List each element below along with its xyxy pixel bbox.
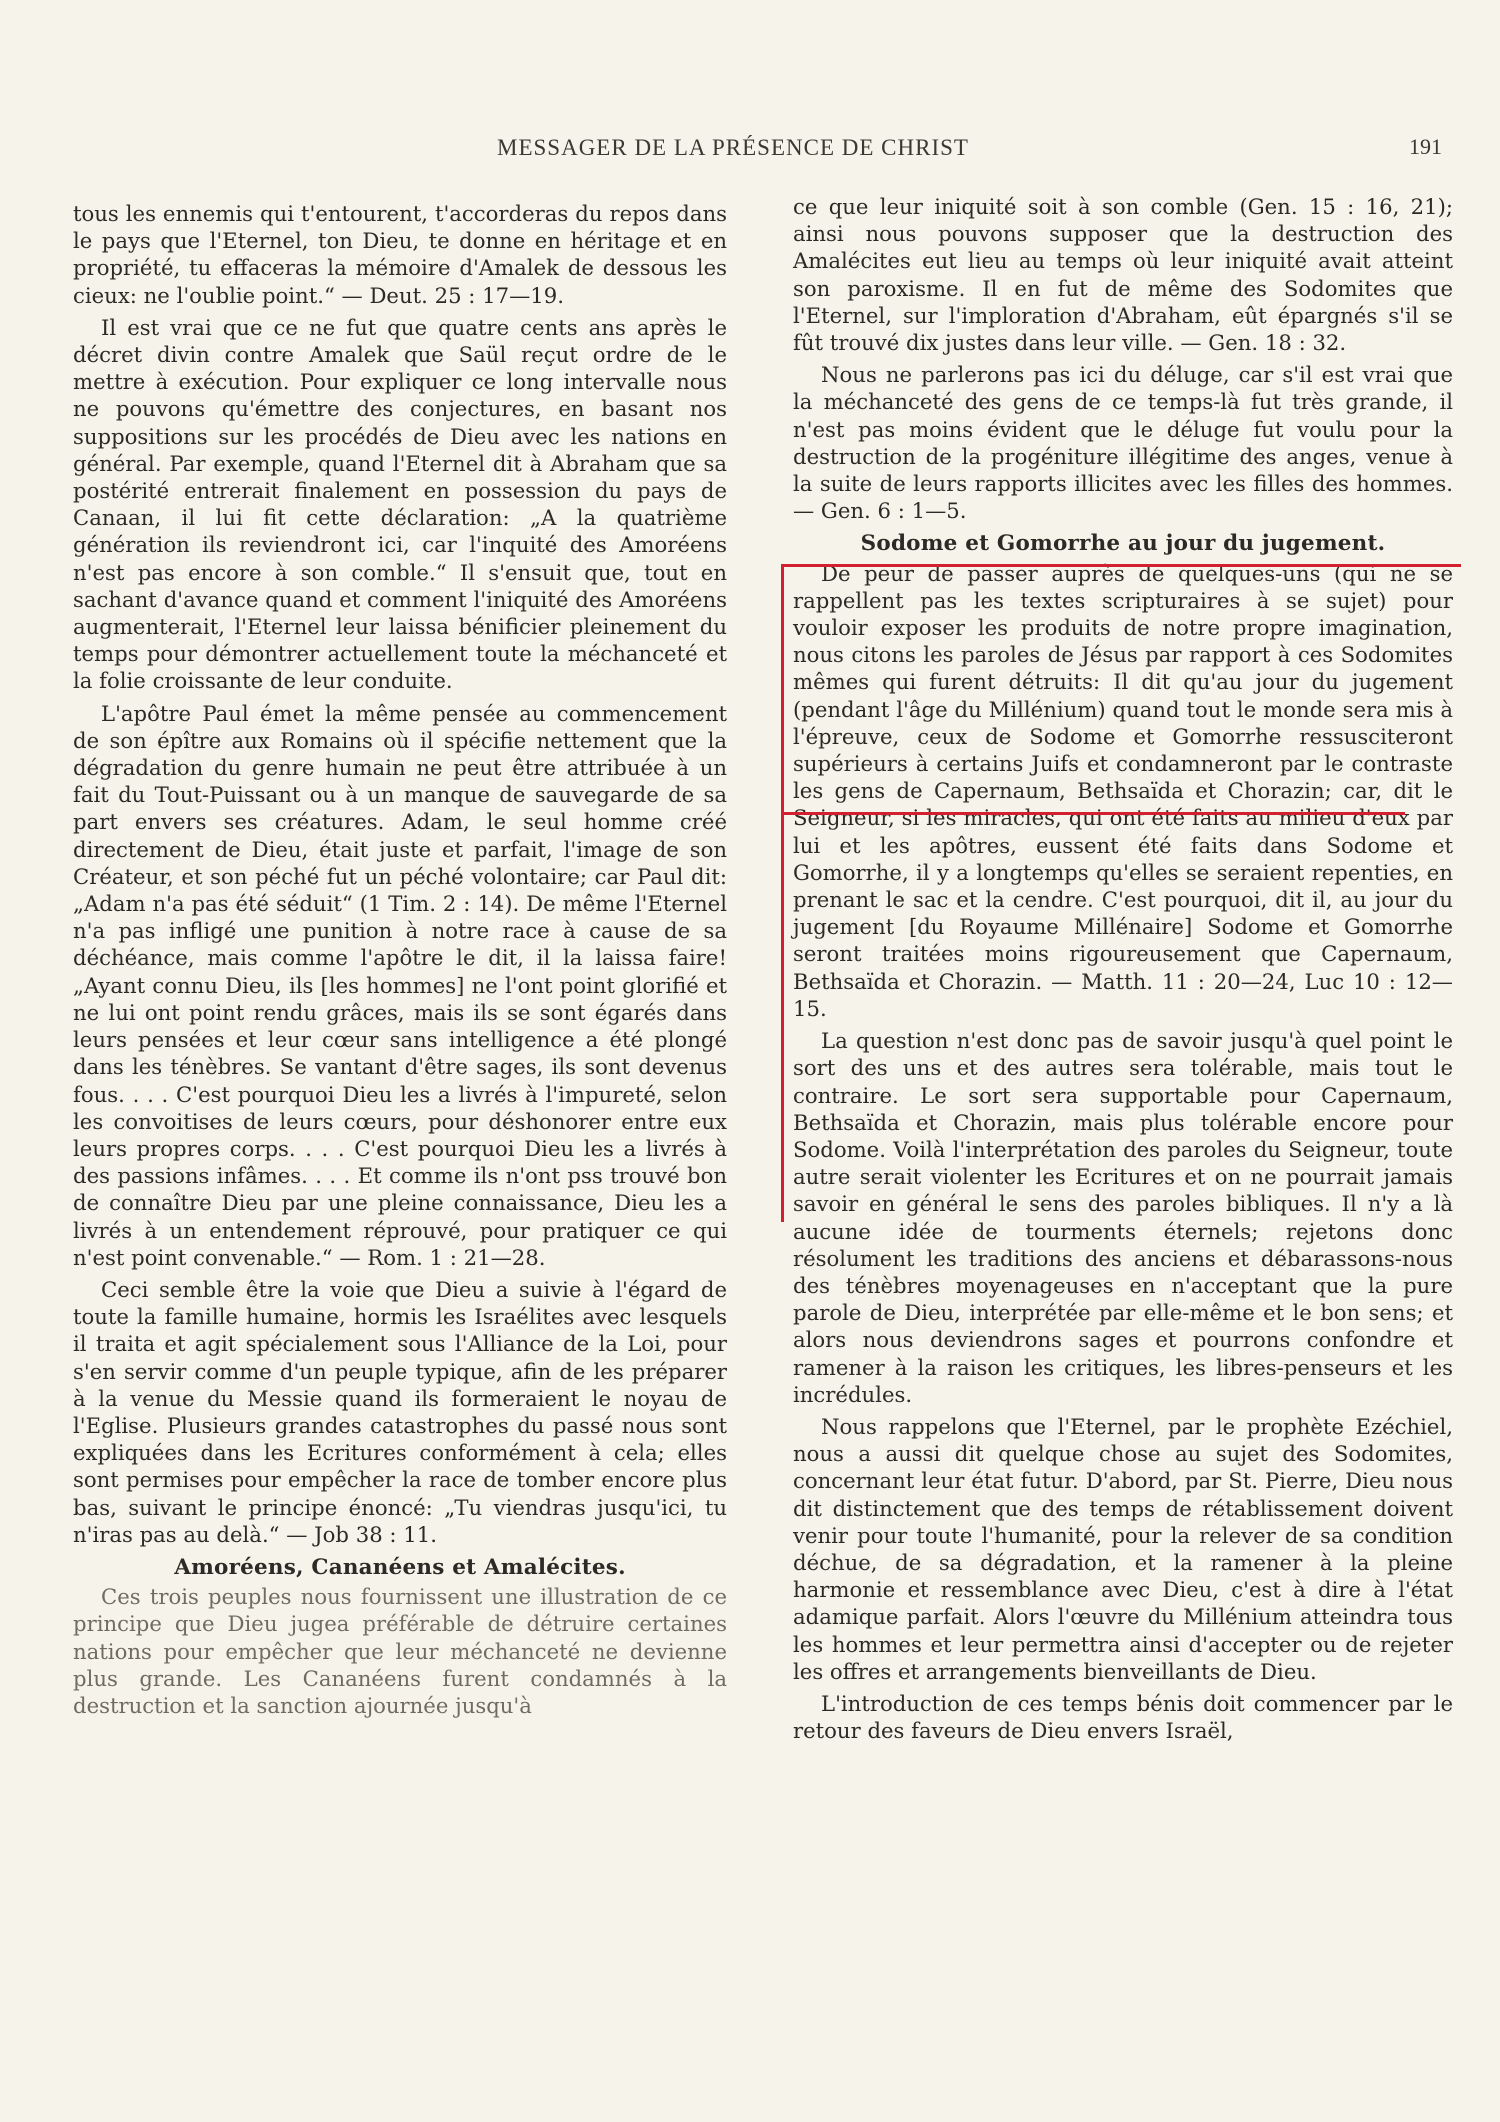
left-paragraph-1: tous les ennemis qui t'entourent, t'accorderas du repos dans le pays que l'Eternel, ton Dieu, te donne en héritage et en propriété, tu effaceras la mémoire d'Amalek de dessous les cieux: ne l'oublie point.“ — Deut. 25 : 17—19. — [73, 201, 727, 308]
right-paragraph-1: ce que leur iniquité soit à son comble (Gen. 15 : 16, 21); ainsi nous pouvons supposer que la destruction des Amalécites eut lieu au temps où leur iniquité avait atteint son paroxisme. Il en fut de même des Sodomites que l'Eternel, sur l'imploration d'Abraham, eût épargnés s'il se fût trouvé dix justes dans leur ville. — Gen. 18 : 32. — [793, 194, 1453, 356]
left-paragraph-5: Ces trois peuples nous fournissent une illustration de ce principe que Dieu jugea préférable de détruire certaines nations pour empêcher que leur méchanceté ne devienne plus grande. Les Cananéens furent condamnés à la destruction et la sanction ajournée jusqu'à — [73, 1584, 727, 1718]
right-paragraph-2: Nous ne parlerons pas ici du déluge, car s'il est vrai que la méchanceté des gens de ce temps-là fut très grande, il n'est pas moins évident que le déluge fut voulu pour la destruction de la progéniture illégitime des anges, venue à la suite de leurs rapports illicites avec les filles des hommes. — Gen. 6 : 1—5. — [793, 362, 1453, 524]
section-heading-sodome: Sodome et Gomorrhe au jour du jugement. — [860, 531, 1386, 557]
right-paragraph-6: L'introduction de ces temps bénis doit commencer par le retour des faveurs de Dieu envers Israël, — [793, 1690, 1453, 1744]
left-paragraph-2: Il est vrai que ce ne fut que quatre cents ans après le décret divin contre Amalek que Saül reçut ordre de le mettre à exécution. Pour expliquer ce long intervalle nous ne pouvons qu'émettre des conjectures, en basant nos suppositions sur les procédés de Dieu avec les nations en général. Par exemple, quand l'Eternel dit à Abraham que sa postérité entrerait finalement en possession du pays de Canaan, il lui fit cette déclaration: „A la quatrième génération ils reviendront ici, car l'inquité des Amoréens n'est pas encore à son comble.“ Il s'ensuit que, tout en sachant d'avance quand et comment l'iniquité des Amoréens augmenterait, l'Eternel leur laissa bénificier pleinement du temps pour démontrer actuellement toute la méchanceté et la folie croissante de leur conduite. — [73, 314, 727, 694]
left-paragraph-4: Ceci semble être la voie que Dieu a suivie à l'égard de toute la famille humaine, hormis les Israélites avec lesquels il traita et agit spécialement sous l'Alliance de la Loi, pour s'en servir comme d'un peuple typique, afin de les préparer à la venue du Messie quand ils formeraient le noyau de l'Eglise. Plusieurs grandes catastrophes du passé nous sont expliquées dans les Ecritures conformément à cela; elles sont permises pour empêcher la race de tomber encore plus bas, suivant le principe énoncé: „Tu viendras jusqu'ici, tu n'iras pas au delà.“ — Job 38 : 11. — [73, 1276, 727, 1547]
right-column — [793, 193, 1453, 1749]
right-paragraph-5: Nous rappelons que l'Eternel, par le prophète Ezéchiel, nous a aussi dit quelque chose au sujet des Sodomites, concernant leur état futur. D'abord, par St. Pierre, Dieu nous dit distinctement que des temps de rétablissement doivent venir pour toute l'humanité, pour la relever de sa condition déchue, de sa dégradation, et la ramener à la pleine harmonie et ressemblance avec Dieu, c'est à dire à l'état adamique parfait. Alors l'œuvre du Millénium atteindra tous les hommes et leur permettra ainsi d'accepter ou de rejeter les offres et arrangements bienveillants de Dieu. — [793, 1413, 1453, 1684]
left-paragraph-3: L'apôtre Paul émet la même pensée au commencement de son épître aux Romains où il spécifie nettement que la dégradation du genre humain ne peut être attribuée à un fait du Tout-Puissant ou à un manque de sauvegarde de sa part envers ses créatures. Adam, le seul homme créé directement de Dieu, était juste et parfait, l'image de son Créateur, et son péché fut un péché volontaire; car Paul dit: „Adam n'a pas été séduit“ (1 Tim. 2 : 14). De même l'Eternel n'a pas infligé une punition à notre race à cause de sa déchéance, mais comme l'apôtre le dit, il la laissa faire! „Ayant connu Dieu, ils [les hommes] ne l'ont point glorifié et ne lui ont point rendu grâces, mais ils se sont égarés dans leurs pensées et leur cœur sans intelligence a été plongé dans les ténèbres. Se vantant d'être sages, ils sont devenus fous. . . . C'est pourquoi Dieu les a livrés à l'impureté, selon les convoitises de leurs cœurs, pour déshonorer entre eux leurs propres corps. . . . C'est pourquoi Dieu les a livrés à des passions infâmes. . . . Et comme ils n'ont pss trouvé bon de connaître Dieu par une pleine connaissance, Dieu les a livrés à un entendement réprouvé, pour pratiquer ce qui n'est point convenable.“ — Rom. 1 : 21—28. — [73, 700, 727, 1270]
running-title: MESSAGER DE LA PRÉSENCE DE CHRIST — [497, 135, 969, 160]
left-column — [73, 200, 727, 1724]
section-heading-amoreens: Amoréens, Cananéens et Amalécites. — [174, 1554, 626, 1580]
right-paragraph-4: La question n'est donc pas de savoir jusqu'à quel point le sort des uns et des autres sera tolérable, mais tout le contraire. Le sort sera supportable pour Capernaum, Bethsaïda et Chorazin, mais plus tolérable encore pour Sodome. Voilà l'interprétation des paroles du Seigneur, toute autre serait violenter les Ecritures et on ne pourrait jamais savoir en général le sens des paroles bibliques. Il n'y a là aucune idée de tourments éternels; rejetons donc résolument les traditions des anciens et débarassons-nous des ténèbres moyenageuses en n'acceptant que la pure parole de Dieu, interprétée par elle-même et le bon sens; et alors nous deviendrons sages et pourrons confondre et ramener à la raison les critiques, les libres-penseurs et les incrédules. — [793, 1028, 1453, 1407]
right-paragraph-3: De peur de passer auprès de quelques-uns (qui ne se rappellent pas les textes scripturaires à se sujet) pour vouloir exposer les produits de notre propre imagination, nous citons les paroles de Jésus par rapport à ces Sodomites mêmes qui furent détruits: Il dit qu'au jour du jugement (pendant l'âge du Millénium) quand tout le monde sera mis à l'épreuve, ceux de Sodome et Gomorrhe ressusciteront supérieurs à certains Juifs et condamneront par le contraste les gens de Capernaum, Bethsaïda et Chorazin; car, dit le Seigneur, si les miracles, qui ont été faits au milieu d'eux par lui et les apôtres, eussent été faits dans Sodome et Gomorrhe, il y a longtemps qu'elles se seraient repenties, en prenant le sac et la cendre. C'est pourquoi, dit il, au jour du jugement [du Royaume Millénaire] Sodome et Gomorrhe seront traitées moins rigoureusement que Capernaum, Bethsaïda et Chorazin. — Matth. 11 : 20—24, Luc 10 : 12—15. — [793, 560, 1453, 1021]
page-number: 191 — [1409, 134, 1442, 159]
